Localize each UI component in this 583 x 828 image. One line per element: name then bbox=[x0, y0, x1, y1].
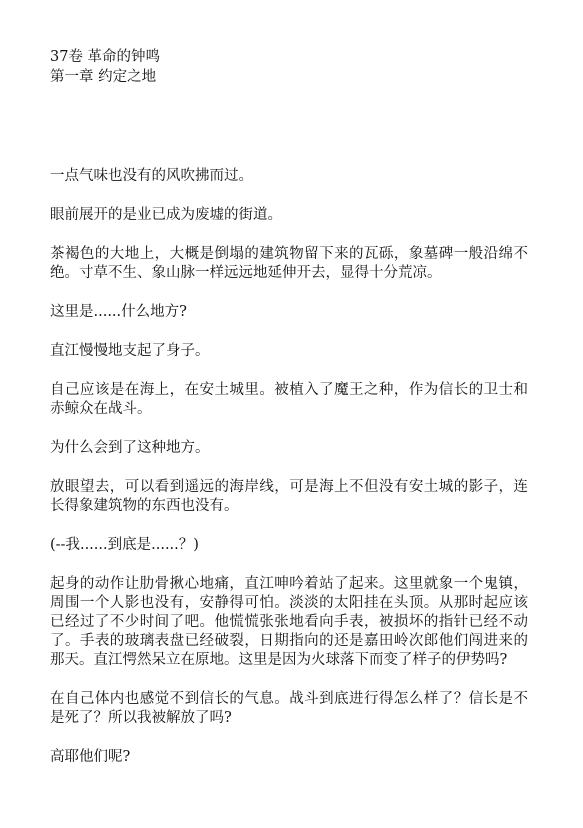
paragraph: 茶褐色的大地上，大概是倒塌的建筑物留下来的瓦砾，象墓碑一般沿绵不绝。寸草不生、象山脉一样远远地延伸开去，显得十分荒凉。 bbox=[50, 246, 528, 281]
paragraph: 为什么会到了这种地方。 bbox=[50, 440, 210, 456]
volume-title: 37卷 革命的钟鸣 bbox=[50, 49, 161, 65]
document-page bbox=[50, 47, 528, 787]
chapter-title: 第一章 约定之地 bbox=[50, 69, 157, 85]
paragraph: 放眼望去，可以看到遥远的海岸线，可是海上不但没有安土城的影子，连长得象建筑物的东西也没有。 bbox=[50, 479, 528, 514]
paragraph: 起身的动作让肋骨揪心地痛，直江呻吟着站了起来。这里就象一个鬼镇，周围一个人影也没有，安静得可怕。淡淡的太阳挂在头顶。从那时起应该已经过了不少时间了吧。他慌慌张张地看向手表，被损坏的指针已经不动了。手表的玻璃表盘已经破裂，日期指向的还是嘉田岭次郎他们闯进来的那天。直江愕然呆立在原地。这里是因为火球落下而变了样子的伊势吗? bbox=[50, 576, 528, 668]
paragraph: 一点气味也没有的风吹拂而过。 bbox=[50, 168, 253, 184]
paragraph: 高耶他们呢? bbox=[50, 749, 131, 765]
paragraph: 直江慢慢地支起了身子。 bbox=[50, 343, 210, 359]
body-text bbox=[50, 167, 528, 767]
paragraph: 这里是......什么地方? bbox=[50, 304, 187, 320]
paragraph: 眼前展开的是业已成为废墟的街道。 bbox=[50, 207, 282, 223]
paragraph: 在自己体内也感觉不到信长的气息。战斗到底进行得怎么样了？信长是不是死了？所以我被解放了吗? bbox=[50, 691, 528, 726]
paragraph: 自己应该是在海上，在安土城里。被植入了魔王之种，作为信长的卫士和赤鲸众在战斗。 bbox=[50, 382, 528, 417]
paragraph: (--我......到底是......？) bbox=[50, 537, 199, 553]
